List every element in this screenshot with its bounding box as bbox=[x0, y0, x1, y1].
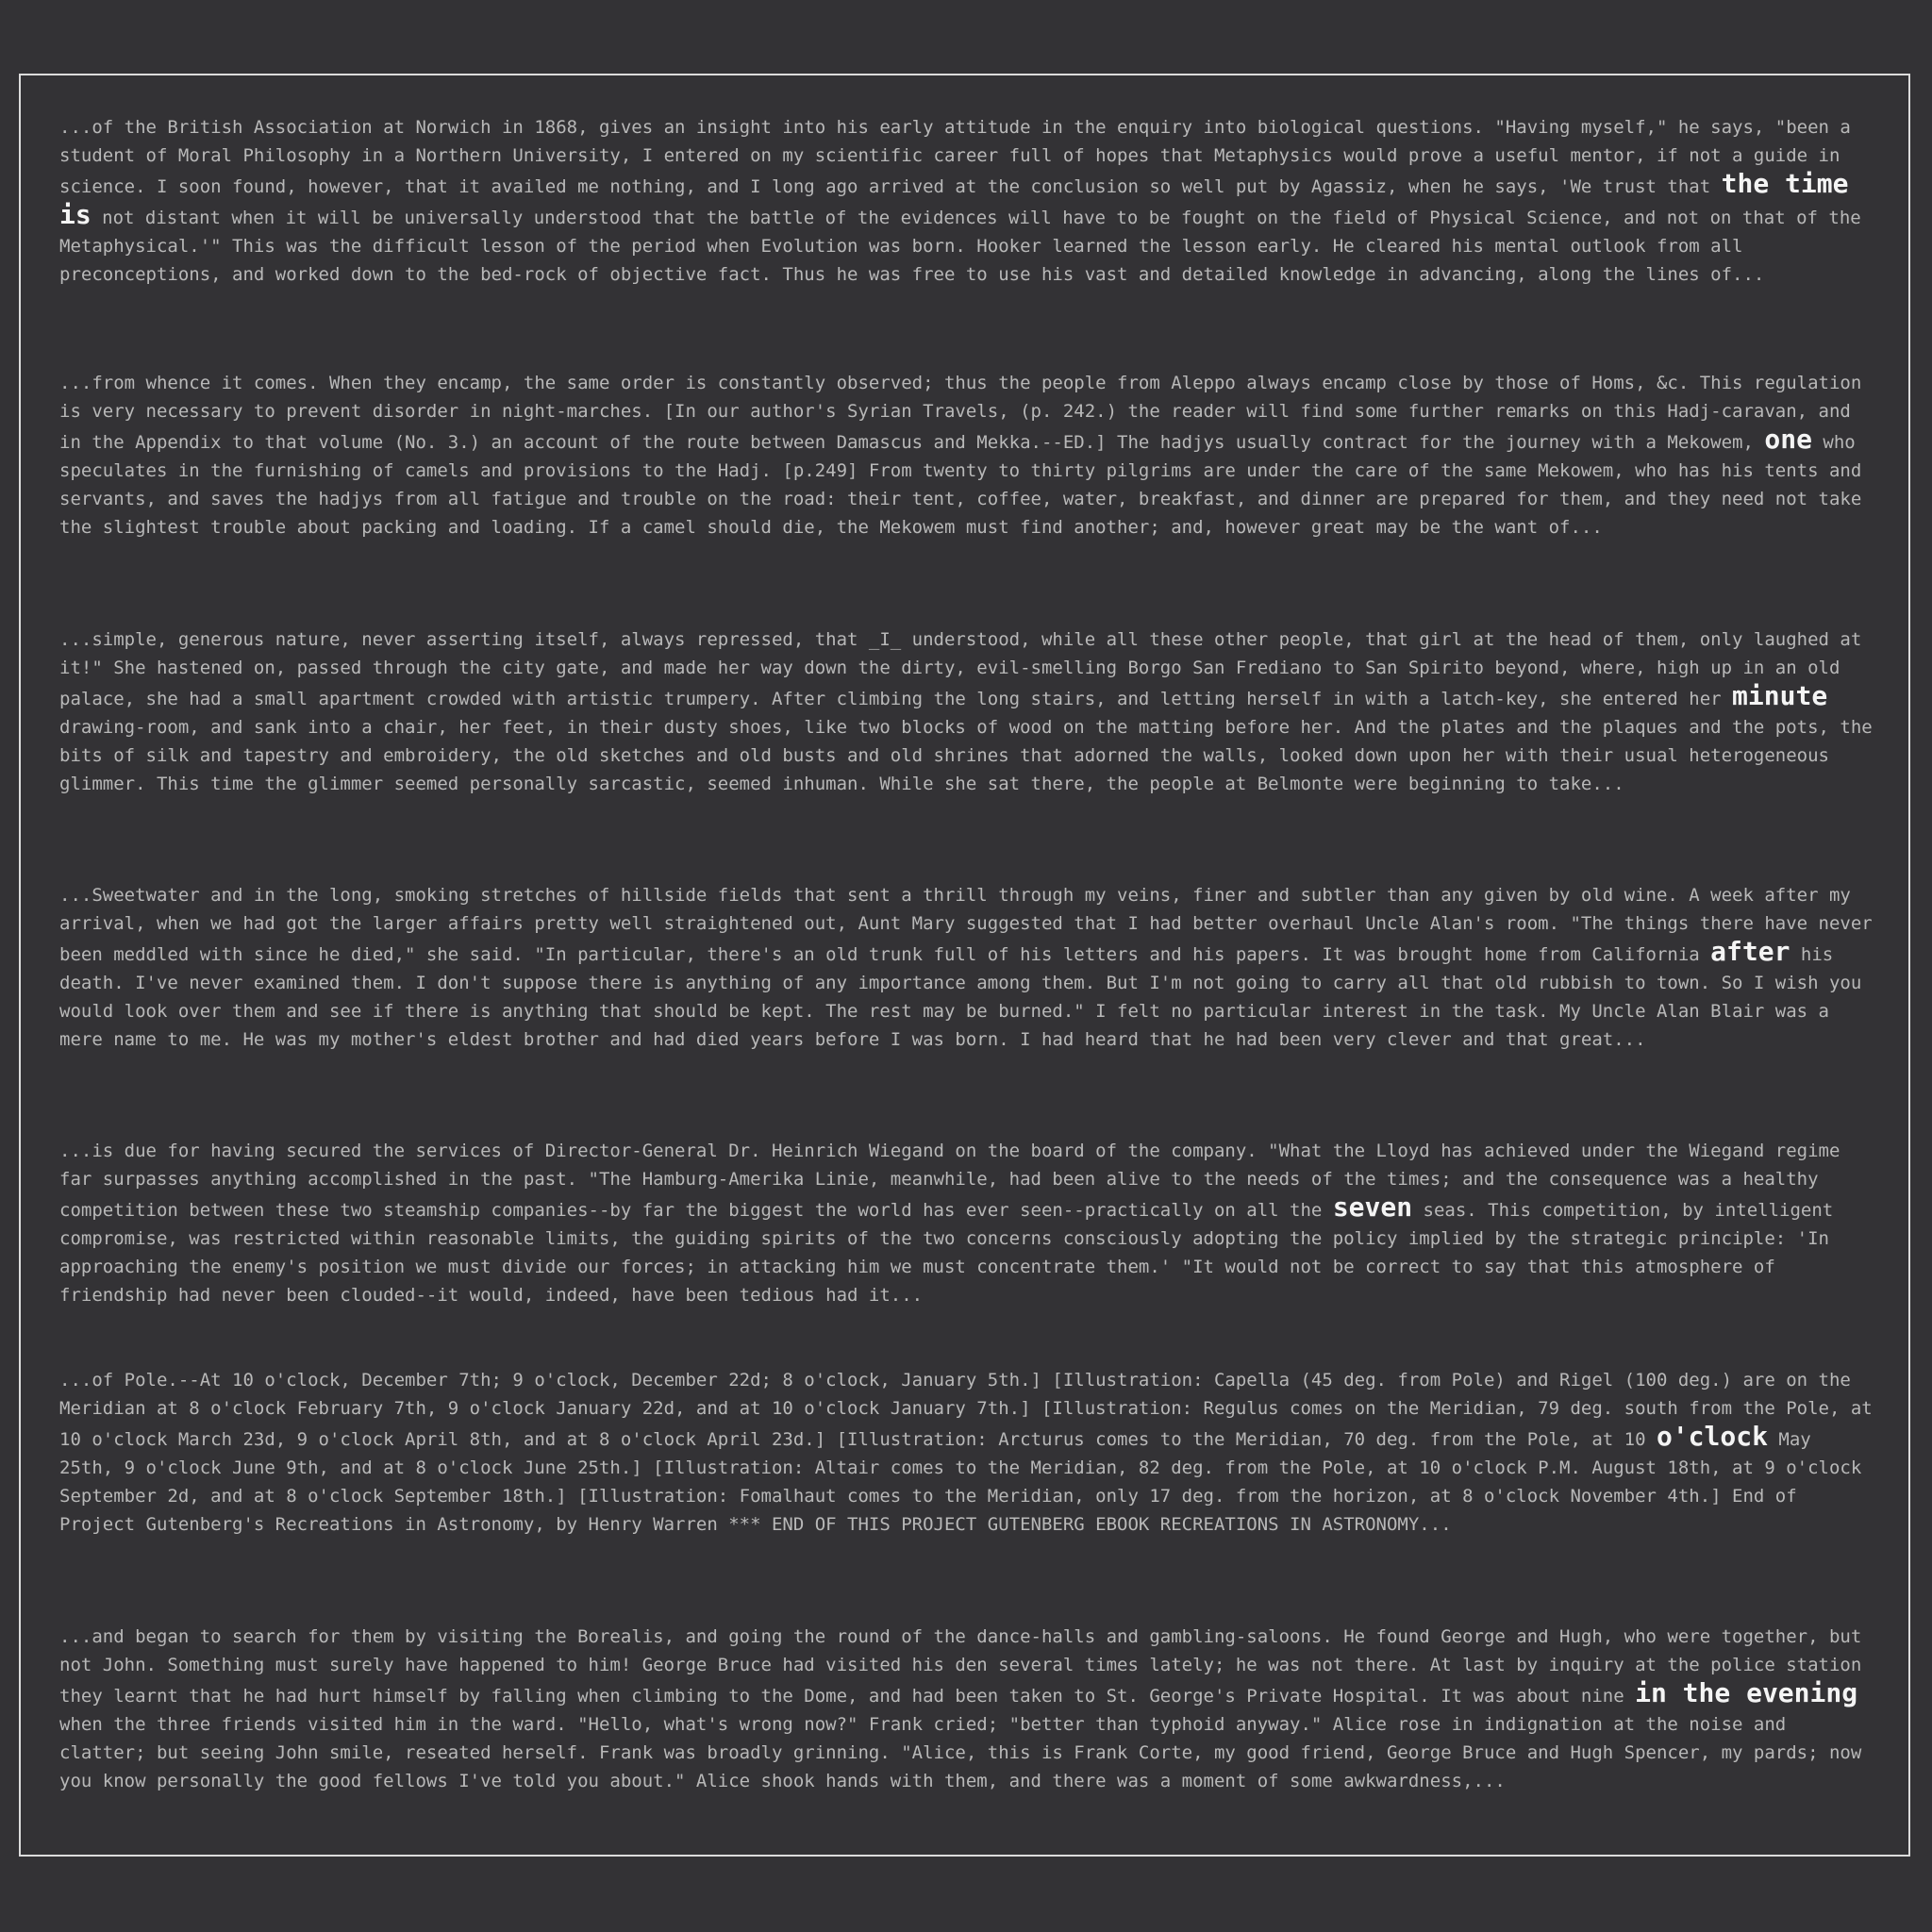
passage-text-before: ...Sweetwater and in the long, smoking stretches of hillside fields that sent a thrill through my veins, finer and subtler than any given by old wine. A week after my arrival, when we had got the larger affairs pretty well straightened out, Aunt Mary suggested that I had better overhaul Uncle Alan's room. "The things there have never been meddled with since he died," she said. "In particular, there's an old trunk full of his letters and his papers. It was brought home from California bbox=[59, 885, 1873, 965]
passage-text-before: ...simple, generous nature, never asserting itself, always repressed, that _I_ understood, while all these other people, that girl at the head of them, only laughed at it!" She hastened on, passed through the city gate, and made her way down the dirty, evil-smelling Borgo San Frediano to San Spirito beyond, where, high up in an old palace, she had a small apartment crowded with artistic trumpery. After climbing the long stairs, and letting herself in with a latch-key, she entered her bbox=[59, 629, 1862, 709]
passage-4 bbox=[59, 881, 1875, 1054]
passage-text-after: when the three friends visited him in the ward. "Hello, what's wrong now?" Frank cried; "better than typhoid anyway." Alice rose in indignation at the noise and clatter; but seeing John smile, reseated herself. Frank was broadly grinning. "Alice, this is Frank Corte, my good friend, George Bruce and Hugh Spencer, my pards; now you know personally the good fellows I've told you about." Alice shook hands with them, and there was a moment of some awkwardness,... bbox=[59, 1714, 1862, 1791]
passage-6 bbox=[59, 1366, 1875, 1539]
passage-text-after: who speculates in the furnishing of camels and provisions to the Hadj. [p.249] From twenty to thirty pilgrims are under the care of the same Mekowem, who has his tents and servants, and saves the hadjys from all fatigue and trouble on the road: their tent, coffee, water, breakfast, and dinner are prepared for them, and they need not take the slightest trouble about packing and loading. If a camel should die, the Mekowem must find another; and, however great may be the want of... bbox=[59, 432, 1862, 538]
highlighted-phrase: seven bbox=[1332, 1191, 1413, 1223]
passage-text-before: ...of Pole.--At 10 o'clock, December 7th; 9 o'clock, December 22d; 8 o'clock, January 5th.] [Illustration: Capella (45 deg. from Pole) and Rigel (100 deg.) are on the Meridian at 8 o'clock February 7th, 9 o'clock January 22d, and at 10 o'clock January 7th.] [Illustration: Regulus comes on the Meridian, 79 deg. south from the Pole, at 10 o'clock March 23d, 9 o'clock April 8th, and at 8 o'clock April 23d.] [Illustration: Arcturus comes to the Meridian, 70 deg. from the Pole, at 10 bbox=[59, 1370, 1873, 1450]
highlighted-phrase: the time is bbox=[59, 168, 1849, 230]
passage-text-after: drawing-room, and sank into a chair, her feet, in their dusty shoes, like two blocks of wood on the matting before her. And the plates and the plaques and the pots, the bits of silk and tapestry and embroidery, the old sketches and old busts and old shrines that adorned the walls, looked down upon her with their usual heterogeneous glimmer. This time the glimmer seemed personally sarcastic, seemed inhuman. While she sat there, the people at Belmonte were beginning to take... bbox=[59, 717, 1873, 794]
highlighted-phrase: o'clock bbox=[1656, 1421, 1768, 1452]
passage-5 bbox=[59, 1137, 1875, 1309]
highlighted-phrase: in the evening bbox=[1635, 1677, 1858, 1708]
passage-text-before: ...of the British Association at Norwich in 1868, gives an insight into his early attitude in the enquiry into biological questions. "Having myself," he says, "been a student of Moral Philosophy in a Northern University, I entered on my scientific career full of hopes that Metaphysics would prove a useful mentor, if not a guide in science. I soon found, however, that it availed me nothing, and I long ago arrived at the conclusion so well put by Agassiz, when he says, 'We trust that bbox=[59, 117, 1851, 197]
passage-text-after: seas. This competition, by intelligent compromise, was restricted within reasonable limits, the guiding spirits of the two concerns consciously adopting the policy implied by the strategic principle: 'In approaching the enemy's position we must divide our forces; in attacking him we must concentrate them.' "It would not be correct to say that this atmosphere of friendship had never been clouded--it would, indeed, have been tedious had it... bbox=[59, 1200, 1834, 1306]
passage-1 bbox=[59, 113, 1875, 289]
highlighted-phrase: one bbox=[1764, 424, 1812, 455]
passage-text-before: ...is due for having secured the services of Director-General Dr. Heinrich Wiegand on the board of the company. "What the Lloyd has achieved under the Wiegand regime far surpasses anything accomplished in the past. "The Hamburg-Amerika Linie, meanwhile, had been alive to the needs of the times; and the consequence was a healthy competition between these two steamship companies--by far the biggest the world has ever seen--practically on all the bbox=[59, 1141, 1840, 1221]
passage-text-before: ...and began to search for them by visiting the Borealis, and going the round of the dance-halls and gambling-saloons. He found George and Hugh, who were together, but not John. Something must surely have happened to him! George Bruce had visited his den several times lately; he was not there. At last by inquiry at the police station they learnt that he had hurt himself by falling when climbing to the Dome, and had been taken to St. George's Private Hospital. It was about nine bbox=[59, 1626, 1862, 1707]
passage-text-after: not distant when it will be universally understood that the battle of the evidences will have to be fought on the field of Physical Science, and not on that of the Metaphysical.'" This was the difficult lesson of the period when Evolution was born. Hooker learned the lesson early. He cleared his mental outlook from all preconceptions, and worked down to the bed-rock of objective fact. Thus he was free to use his vast and detailed knowledge in advancing, along the lines of... bbox=[59, 208, 1861, 285]
highlighted-phrase: after bbox=[1710, 936, 1790, 967]
highlighted-phrase: minute bbox=[1732, 680, 1828, 711]
passage-text-before: ...from whence it comes. When they encamp, the same order is constantly observed; thus the people from Aleppo always encamp close by those of Homs, &c. This regulation is very necessary to prevent disorder in night-marches. [In our author's Syrian Travels, (p. 242.) the reader will find some further remarks on this Hadj-caravan, and in the Appendix to that volume (No. 3.) an account of the route between Damascus and Mekka.--ED.] The hadjys usually contract for the journey with a Mekowem, bbox=[59, 373, 1862, 453]
passage-3 bbox=[59, 625, 1875, 798]
passage-text-after: May 25th, 9 o'clock June 9th, and at 8 o'clock June 25th.] [Illustration: Altair comes to the Meridian, 82 deg. from the Pole, at 10 o'clock P.M. August 18th, at 9 o'clock September 2d, and at 8 o'clock September 18th.] [Illustration: Fomalhaut comes to the Meridian, only 17 deg. from the horizon, at 8 o'clock November 4th.] End of Project Gutenberg's Recreations in Astronomy, by Henry Warren *** END OF THIS PROJECT GUTENBERG EBOOK RECREATIONS IN ASTRONOMY... bbox=[59, 1429, 1862, 1535]
passage-7 bbox=[59, 1623, 1875, 1795]
passage-text-after: his death. I've never examined them. I don't suppose there is anything of any importance among them. But I'm not going to carry all that old rubbish to town. So I wish you would look over them and see if there is anything that should be kept. The rest may be burned." I felt no particular interest in the task. My Uncle Alan Blair was a mere name to me. He was my mother's eldest brother and had died years before I was born. I had heard that he had been very clever and that great... bbox=[59, 944, 1862, 1050]
passage-2 bbox=[59, 369, 1875, 541]
